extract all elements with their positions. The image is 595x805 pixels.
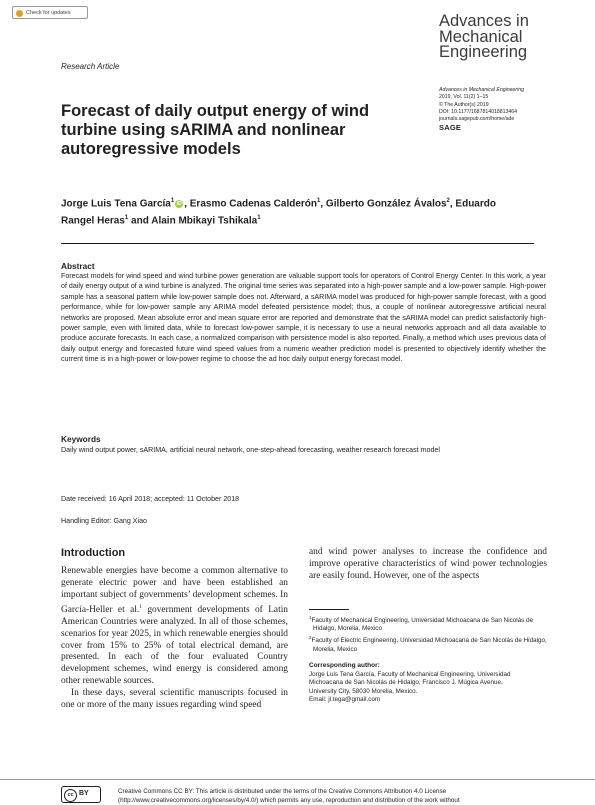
author-list bbox=[61, 194, 501, 229]
crossmark-icon bbox=[16, 10, 23, 17]
introduction-heading: Introduction bbox=[61, 547, 126, 559]
header-divider bbox=[61, 243, 534, 244]
check-for-updates-badge[interactable] bbox=[12, 6, 88, 19]
check-for-updates-label: Check for updates bbox=[26, 10, 71, 16]
affiliation-marker: 1 bbox=[124, 215, 129, 222]
keywords-heading: Keywords bbox=[61, 434, 101, 444]
paragraph bbox=[61, 566, 288, 688]
journal-metadata bbox=[439, 87, 589, 132]
abstract-text: Forecast models for wind speed and wind turbine power generation are valuable support tools for operators of Control Energy Center. In this work, a year of daily energy output of a wind turbine is analyzed. The original time series was separated into a high-power sample and a low-power sample. High-power sample has a seasonal pattern while low-power sample does not. Afterward, a sARIMA model was produced for high-power sample forecast, with a good performance, while for low-power sample any ARIMA model defeated persistence model; thus, a couple of nonlinear autoregressive artificial neural networks are proposed. Mean absolute error and mean square error are reported and demonstrate that the sARIMA model can predict satisfactorily high-power sample, even with limited data, while to forecast low-power sample, it is necessary to use a neural networks approach and all data available to produce accurate forecasts. In each case, a normalized comparison with persistence model is also reported. Finally, a method which uses previous data of daily output energy and forecasted future wind speed values from a numeric weather prediction model is presented to objectively identify whether the current time is in a high-power or low-power regime to choose the ad hoc daily output energy forecast model. bbox=[61, 272, 546, 364]
publisher-logo: SAGE bbox=[439, 123, 462, 133]
affiliation-item bbox=[309, 634, 547, 654]
affiliation-text: Faculty of Mechanical Engineering, Universidad Michoacana de San Nicolás de Hidalgo, Morelia, Mexico bbox=[311, 617, 534, 633]
author-name[interactable]: , Erasmo Cadenas Calderón bbox=[184, 198, 318, 210]
journal-url[interactable]: journals.sagepub.com/home/ade bbox=[439, 116, 515, 123]
corresponding-author-details bbox=[309, 671, 547, 704]
author-name[interactable]: Jorge Luis Tena García bbox=[61, 198, 171, 210]
journal-name-line: Engineering bbox=[439, 43, 528, 61]
journal-name-line: Advances in bbox=[439, 12, 529, 30]
body-column-right: and wind power analyses to increase the confidence and improve operative characteristics of wind power technologies are easily found. However, one of the aspects bbox=[309, 547, 547, 581]
dates-line: Date received: 16 April 2018; accepted: 11 October 2018 bbox=[61, 495, 240, 503]
abstract-heading: Abstract bbox=[61, 261, 95, 271]
affiliation-item bbox=[309, 614, 547, 634]
affiliation-marker: 2 bbox=[446, 198, 450, 204]
copyright: © The Author(s) 2019 bbox=[439, 101, 489, 108]
license-divider bbox=[0, 779, 595, 780]
affiliations bbox=[309, 614, 547, 654]
corresponding-author-line: Jorge Luis Tena García, Faculty of Mechanical Engineering, Universidad bbox=[309, 671, 511, 678]
license-text: Creative Commons CC BY: This article is distributed under the terms of the Creative Commons Attribution 4.0 License (http://www.creativecommons.org/licenses/by/4.0/) which permits any use, reproduction and distribution of the work without bbox=[118, 788, 460, 805]
affiliation-marker: 1 bbox=[257, 215, 261, 222]
corresponding-author-heading: Corresponding author: bbox=[309, 662, 380, 669]
corresponding-author-line: University City, 58030 Morelia, Mexico. bbox=[309, 687, 418, 695]
handling-editor: Handling Editor: Gang Xiao bbox=[61, 517, 147, 525]
article-type: Research Article bbox=[61, 62, 120, 71]
by-icon: BY bbox=[79, 790, 89, 797]
paragraph-text: Renewable energies have become a common alternative to generate electric power and have been established an important subject of governments’ development schemes. In García-Heller et al. bbox=[61, 566, 288, 615]
body-column-left bbox=[61, 566, 288, 712]
author-name[interactable]: and Alain Mbikayi Tshikala bbox=[128, 215, 258, 227]
affiliation-text: Faculty of Electric Engineering, Universidad Michoacana de San Nicolás de Hidalgo, Morelia, Mexico bbox=[311, 637, 547, 653]
cc-icon: cc bbox=[64, 789, 77, 802]
corresponding-author-email[interactable]: Email: jl.tega@gmail.com bbox=[309, 695, 381, 703]
paragraph-text: government developments of Latin American Countries were analyzed. In all of those schemes, scenarios for year 2025, in which renewable energies should cover from 15% to 25% of total electrical demand, are presented. In each of the four evaluated Country development schemes, wind energy is considered among other renewable sources. bbox=[61, 604, 288, 687]
doi[interactable]: DOI: 10.1177/1687814018813464 bbox=[439, 108, 518, 115]
author-name[interactable]: , Gilberto González Ávalos bbox=[320, 198, 447, 210]
footnote-divider bbox=[309, 609, 349, 610]
keywords-text: Daily wind output power, sARIMA, artificial neural network, one-step-ahead forecasting, weather research forecast model bbox=[61, 446, 440, 454]
paragraph: In these days, several scientific manuscripts focused in one or more of the many issues regarding wind speed bbox=[61, 688, 288, 711]
cc-by-license-icon[interactable] bbox=[61, 786, 101, 803]
affiliation-marker: 1 bbox=[309, 615, 312, 620]
reference-marker[interactable]: 1 bbox=[139, 603, 142, 610]
volume-info: 2019, Vol. 11(2) 1–15 bbox=[439, 94, 489, 101]
article-title: Forecast of daily output energy of wind turbine using sARIMA and nonlinear autoregressive models bbox=[61, 102, 370, 158]
affiliation-marker: 2 bbox=[309, 635, 312, 641]
journal-name bbox=[439, 14, 589, 61]
orcid-icon[interactable]: iD bbox=[176, 200, 182, 207]
affiliation-marker: 1 bbox=[170, 198, 175, 204]
journal-name-line: Mechanical bbox=[439, 27, 523, 46]
affiliation-marker: 1 bbox=[317, 198, 321, 204]
journal-italic: Advances in Mechanical Engineering bbox=[439, 87, 525, 93]
corresponding-author-line: Michoacana de San Nicolás de Hidalgo, Francisco J. Múgica Avenue, bbox=[309, 679, 503, 687]
author-name[interactable]: , Eduardo Rangel Heras bbox=[61, 198, 496, 227]
